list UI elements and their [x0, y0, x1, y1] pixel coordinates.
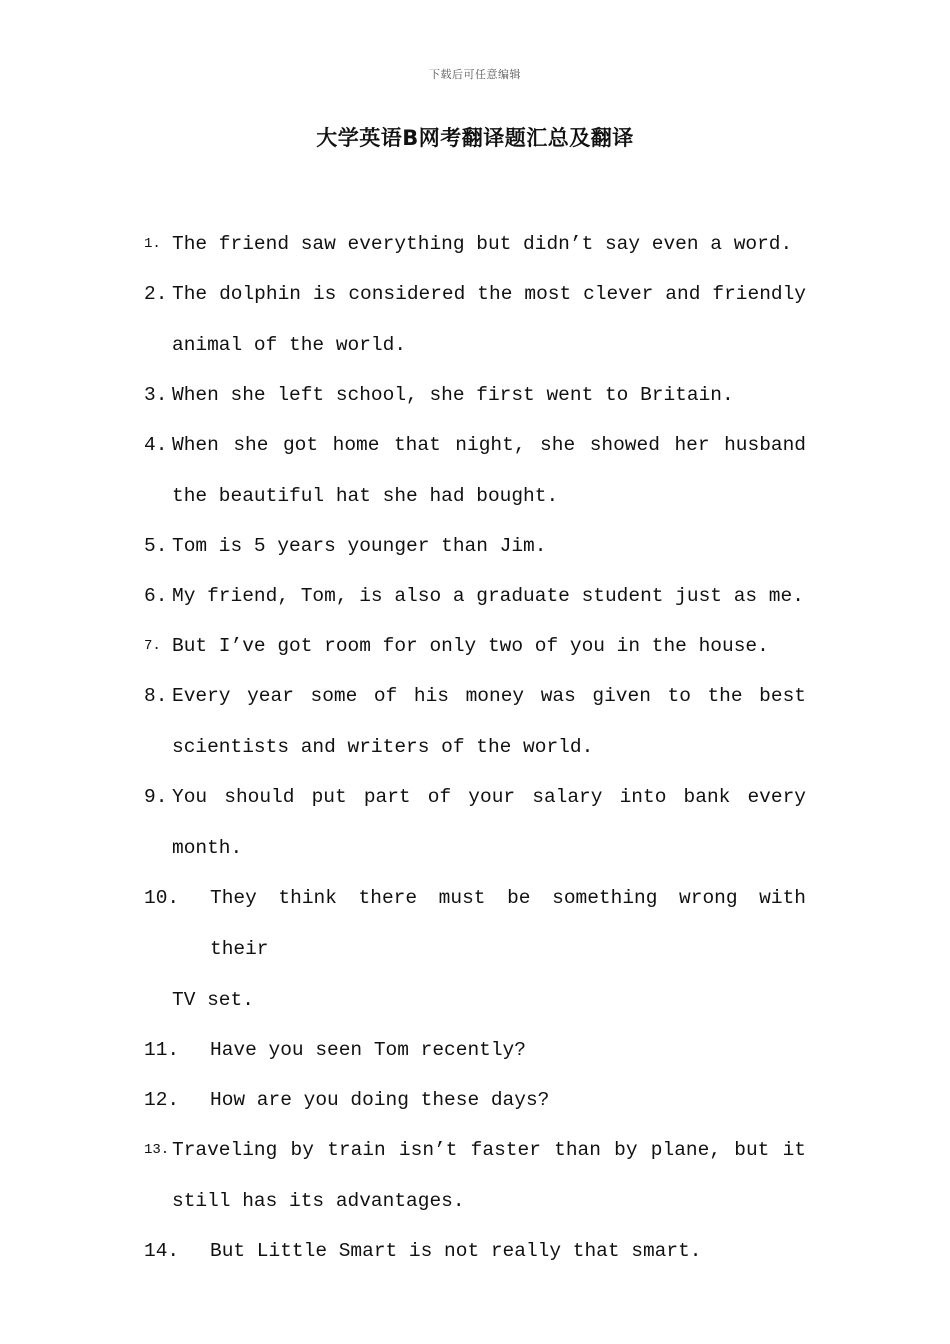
sentence-text: When she got home that night, she showed her husband the beautiful hat she had bought. [172, 434, 806, 507]
sentence-item-2 [144, 269, 806, 371]
header-note: 下载后可任意编辑 [429, 68, 521, 81]
sentence-number: 2. [144, 283, 168, 305]
sentence-text: Have you seen Tom recently? [210, 1039, 526, 1061]
sentence-text: My friend, Tom, is also a graduate student just as me. [172, 585, 804, 607]
sentence-text: Tom is 5 years younger than Jim. [172, 535, 547, 557]
sentence-item-7 [144, 621, 806, 672]
sentence-item-5 [144, 521, 806, 572]
sentence-number: 8. [144, 685, 168, 707]
sentence-number: 3. [144, 384, 168, 406]
sentence-text: The dolphin is considered the most clever and friendly animal of the world. [172, 283, 806, 356]
sentence-number: 12. [144, 1089, 180, 1111]
sentence-item-8 [144, 671, 806, 773]
sentence-text: But Little Smart is not really that smart. [210, 1240, 702, 1262]
document-title: 大学英语B网考翻译题汇总及翻译 [316, 126, 634, 150]
sentence-number: 1. [144, 236, 161, 252]
sentence-number: 11. [144, 1039, 180, 1061]
sentence-text: Every year some of his money was given to the best scientists and writers of the world. [172, 685, 806, 758]
sentence-item-10 [144, 873, 806, 1026]
sentence-text: The friend saw everything but didn’t say even a word. [172, 233, 793, 255]
sentence-text: You should put part of your salary into bank every month. [172, 786, 806, 859]
sentence-number: 10. [144, 887, 180, 909]
sentence-text: When she left school, she first went to Britain. [172, 384, 734, 406]
sentence-item-12 [144, 1075, 806, 1126]
sentence-text: They think there must be something wrong with their [210, 887, 806, 960]
sentence-item-9 [144, 772, 806, 874]
sentence-number: 14. [144, 1240, 180, 1262]
sentence-number: 4. [144, 434, 168, 456]
sentence-text: Traveling by train isn’t faster than by plane, but it still has its advantages. [172, 1139, 806, 1212]
sentence-text: But I’ve got room for only two of you in the house. [172, 635, 769, 657]
sentence-number: 6. [144, 585, 168, 607]
sentence-text-continuation: TV set. [172, 989, 254, 1011]
sentence-list [144, 219, 806, 1276]
sentence-number: 7. [144, 638, 161, 654]
sentence-number: 13. [144, 1142, 170, 1158]
sentence-item-14 [144, 1226, 806, 1277]
sentence-item-11 [144, 1025, 806, 1076]
sentence-item-6 [144, 571, 806, 622]
sentence-item-3 [144, 370, 806, 421]
sentence-item-4 [144, 420, 806, 522]
sentence-number: 9. [144, 786, 168, 808]
sentence-item-13 [144, 1125, 806, 1227]
sentence-number: 5. [144, 535, 168, 557]
sentence-item-1 [144, 219, 806, 270]
sentence-text: How are you doing these days? [210, 1089, 550, 1111]
